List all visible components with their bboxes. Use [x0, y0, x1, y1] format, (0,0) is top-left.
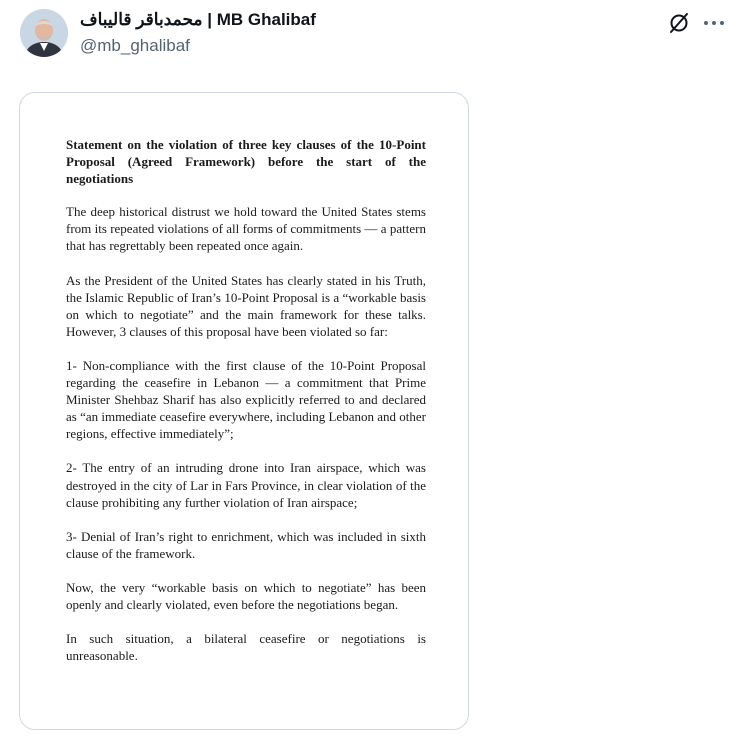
more-options-icon[interactable]	[700, 11, 728, 35]
statement-paragraph: 1- Non-compliance with the first clause of the 10-Point Proposal regarding the ceasefire in Lebanon — a commitment that Prime Minister Shehbaz Sharif has also explicitly referred to and declared as “an immediate ceasefire everywhere, including Lebanon and other regions, effective immediately”;	[66, 357, 426, 442]
tweet-image-card[interactable]	[19, 92, 469, 730]
avatar-image	[20, 9, 68, 57]
statement-paragraph: In such situation, a bilateral ceasefire or negotiations is unreasonable.	[66, 631, 426, 664]
author-handle[interactable]: @mb_ghalibaf	[80, 36, 190, 55]
grok-icon[interactable]	[667, 11, 691, 35]
statement-title: Statement on the violation of three key clauses of the 10-Point Proposal (Agreed Framework) before the start of the negotiations	[66, 137, 426, 187]
avatar[interactable]	[20, 9, 68, 57]
statement-paragraph: 3- Denial of Iran’s right to enrichment, which was included in sixth clause of the framework.	[66, 528, 426, 561]
statement-paragraph: 2- The entry of an intruding drone into Iran airspace, which was destroyed in the city of Lar in Fars Province, in clear violation of the clause prohibiting any further violation of Iran airspace;	[66, 460, 426, 510]
statement-paragraph: The deep historical distrust we hold toward the United States stems from its repeated violations of all forms of commitments — a pattern that has regrettably been repeated once again.	[66, 204, 426, 254]
statement-paragraph: Now, the very “workable basis on which to negotiate” has been openly and clearly violated, even before the negotiations began.	[66, 579, 426, 612]
author-display-name[interactable]: محمدباقر قالیباف | MB Ghalibaf	[80, 10, 316, 29]
statement-document	[66, 136, 426, 664]
tweet-author	[80, 9, 316, 57]
statement-paragraph: As the President of the United States has clearly stated in his Truth, the Islamic Republic of Iran’s 10-Point Proposal is a “workable basis on which to negotiate” and the main framework for these talks. However, 3 clauses of this proposal have been violated so far:	[66, 272, 426, 339]
